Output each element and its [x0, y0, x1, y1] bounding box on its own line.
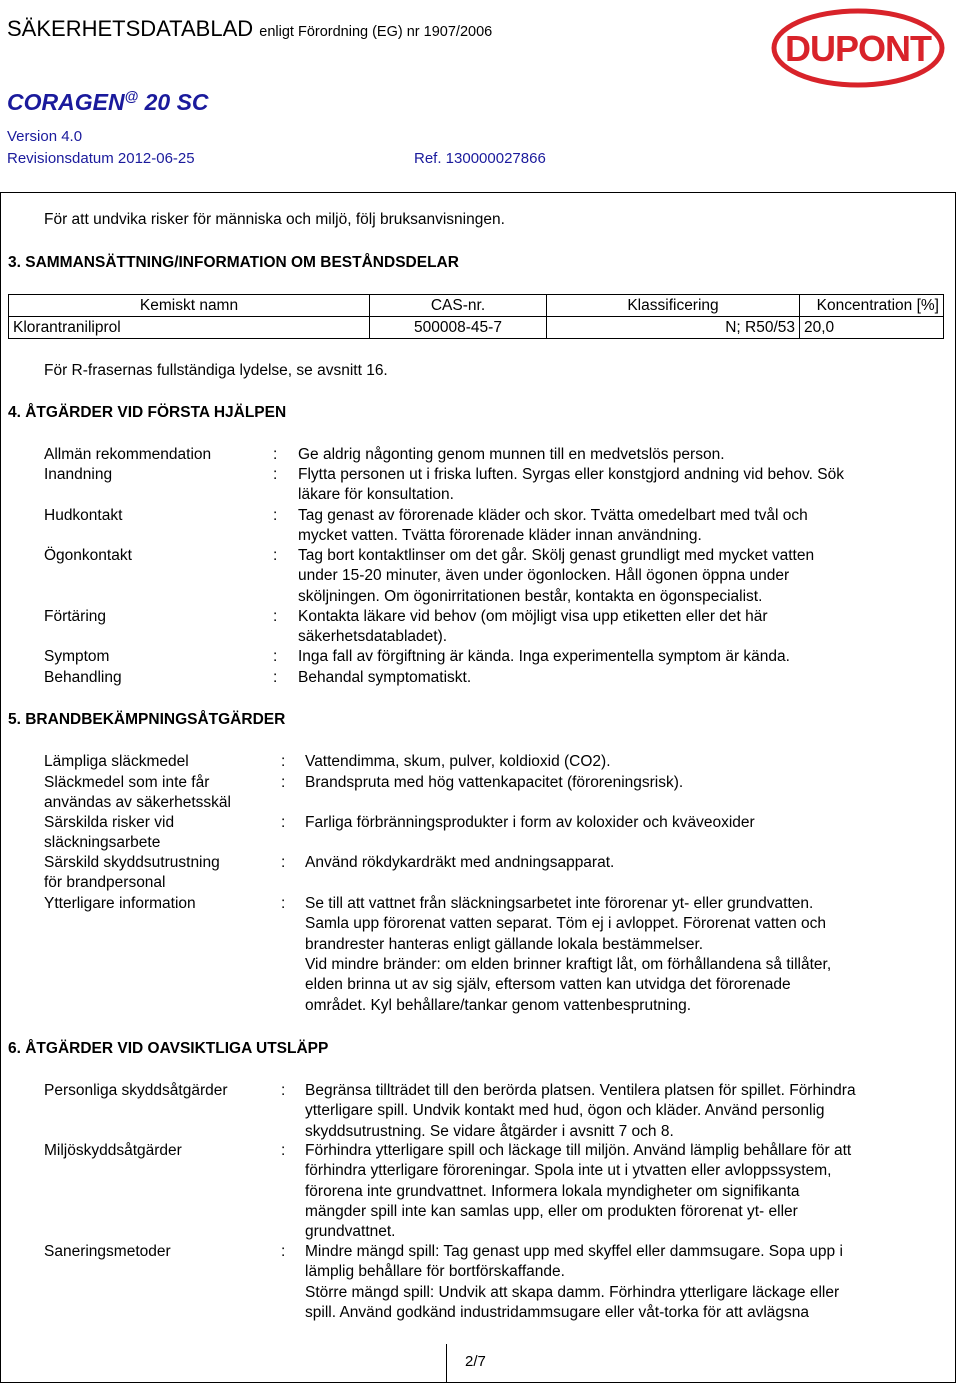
first-aid-text: säkerhetsdatabladet). [298, 628, 448, 646]
version: Version 4.0 [7, 128, 83, 145]
page-number: 2/7 [465, 1353, 486, 1370]
colon-separator: : [281, 774, 286, 791]
firefighting-label: släckningsarbete [44, 834, 161, 852]
colon-separator: : [273, 466, 278, 483]
release-label: Miljöskyddsåtgärder [44, 1142, 182, 1159]
first-aid-text: Flytta personen ut i friska luften. Syrgas eller konstgjord andning vid behov. Sök [298, 466, 844, 483]
first-aid-text: läkare för konsultation. [298, 486, 454, 504]
first-aid-text: Tag bort kontaktlinser om det går. Skölj genast grundligt med mycket vatten [298, 547, 815, 564]
title-main: SÄKERHETSDATABLAD [7, 16, 254, 41]
first-aid-label: Förtäring [44, 608, 107, 625]
first-aid-text: sköljningen. Om ögonirritationen består, kontakta en ögonspecialist. [298, 587, 763, 605]
firefighting-label: Särskilda risker vid [44, 814, 175, 831]
first-aid-label: Behandling [44, 669, 122, 686]
colon-separator: : [281, 1142, 286, 1159]
release-text: lämplig behållare för bortförskaffande. [305, 1263, 565, 1281]
firefighting-text: Brandspruta med hög vattenkapacitet (föroreningsrisk). [305, 774, 684, 791]
colon-separator: : [273, 446, 278, 463]
firefighting-text: Använd rökdykardräkt med andningsapparat. [305, 854, 615, 871]
firefighting-text: området. Kyl behållare/tankar genom vattenbesprutning. [305, 996, 692, 1014]
firefighting-label: för brandpersonal [44, 874, 166, 892]
first-aid-text: mycket vatten. Tvätta förorenade kläder innan användning. [298, 527, 702, 545]
table-row [9, 317, 944, 339]
footer-divider [446, 1344, 447, 1382]
table-header-row [9, 295, 944, 317]
table-cell: N; R50/53 [547, 317, 800, 339]
title-sub: enligt Förordning (EG) nr 1907/2006 [259, 24, 493, 40]
colon-separator: : [281, 753, 286, 770]
first-aid-text: under 15-20 minuter, även under ögonlocken. Håll ögonen öppna under [298, 567, 790, 585]
first-aid-label: Hudkontakt [44, 507, 123, 524]
first-aid-text: Behandal symptomatiskt. [298, 669, 472, 686]
column-header: CAS-nr. [370, 295, 547, 317]
release-label: Saneringsmetoder [44, 1243, 171, 1260]
firefighting-text: brandrester hanteras enligt gällande lokala bestämmelser. [305, 935, 704, 953]
release-text: förhindra ytterligare föroreningar. Spola inte ut i ytvatten eller avloppssystem, [305, 1162, 832, 1180]
colon-separator: : [273, 608, 278, 625]
column-header: Klassificering [547, 295, 800, 317]
first-aid-text: Kontakta läkare vid behov (om möjligt visa upp etiketten eller det här [298, 608, 768, 625]
section-5-heading: 5. BRANDBEKÄMPNINGSÅTGÄRDER [8, 711, 286, 728]
column-header: Koncentration [%] [800, 295, 944, 317]
section-4-heading: 4. ÅTGÄRDER VID FÖRSTA HJÄLPEN [8, 404, 287, 421]
release-text: grundvattnet. [305, 1223, 396, 1241]
first-aid-label: Allmän rekommendation [44, 446, 212, 463]
first-aid-label: Symptom [44, 648, 110, 665]
table-cell: Klorantraniliprol [9, 317, 370, 339]
release-text: ytterligare spill. Undvik kontakt med hud, ögon och kläder. Använd personlig [305, 1102, 825, 1120]
section-3-heading: 3. SAMMANSÄTTNING/INFORMATION OM BESTÅNDSDELAR [8, 254, 459, 271]
release-text: spill. Använd godkänd industridammsugare eller våt-torka för att avlägsna [305, 1303, 810, 1321]
firefighting-text: elden brinna ut av sig själv, eftersom vatten kan utvidga det förorenade [305, 976, 791, 994]
firefighting-text: Vid mindre bränder: om elden brinner kraftigt låt, om förhållandena så tillåter, [305, 955, 832, 973]
release-label: Personliga skyddsåtgärder [44, 1082, 228, 1099]
table-cell: 20,0 [800, 317, 944, 339]
firefighting-label: Släckmedel som inte får [44, 774, 210, 791]
release-text: skyddsutrustning. Se vidare åtgärder i avsnitt 7 och 8. [305, 1122, 674, 1140]
firefighting-label: Särskild skyddsutrustning [44, 854, 220, 871]
r-phrase-note: För R-frasernas fullständiga lydelse, se avsnitt 16. [44, 362, 388, 379]
colon-separator: : [281, 1243, 286, 1260]
release-text: Förhindra ytterligare spill och läckage till miljön. Använd lämplig behållare för att [305, 1142, 852, 1159]
colon-separator: : [281, 854, 286, 871]
dupont-logo [770, 8, 946, 88]
colon-separator: : [273, 547, 278, 564]
first-aid-label: Ögonkontakt [44, 547, 132, 564]
colon-separator: : [273, 669, 278, 686]
revision-date: Revisionsdatum 2012-06-25 [7, 150, 195, 167]
release-text: Begränsa tillträdet till den berörda platsen. Ventilera platsen för spillet. Förhindra [305, 1082, 856, 1099]
release-text: förorena inte grundvattnet. Informera lokala myndigheter om signifikanta [305, 1182, 800, 1200]
firefighting-text: Farliga förbränningsprodukter i form av koloxider och kväveoxider [305, 814, 755, 831]
reference-number: Ref. 130000027866 [414, 150, 546, 167]
release-text: Mindre mängd spill: Tag genast upp med skyffel eller dammsugare. Sopa upp i [305, 1243, 843, 1260]
composition-table [8, 294, 944, 339]
release-text: Större mängd spill: Undvik att skapa damm. Förhindra ytterligare läckage eller [305, 1283, 840, 1301]
table-cell: 500008-45-7 [370, 317, 547, 339]
firefighting-text: Samla upp förorenat vatten separat. Töm ej i avloppet. Förorenat vatten och [305, 915, 826, 933]
first-aid-text: Tag genast av förorenade kläder och skor. Tvätta omedelbart med tvål och [298, 507, 808, 524]
first-aid-text: Inga fall av förgiftning är kända. Inga experimentella symptom är kända. [298, 648, 790, 665]
first-aid-text: Ge aldrig någonting genom munnen till en medvetslös person. [298, 446, 725, 463]
svg-text:DUPONT: DUPONT [785, 28, 931, 69]
product-name: CORAGEN@ 20 SC [7, 88, 209, 115]
firefighting-label: Lämpliga släckmedel [44, 753, 189, 770]
firefighting-label: Ytterligare information [44, 895, 196, 912]
colon-separator: : [281, 1082, 286, 1099]
first-aid-label: Inandning [44, 466, 113, 483]
colon-separator: : [281, 814, 286, 831]
colon-separator: : [273, 648, 278, 665]
column-header: Kemiskt namn [9, 295, 370, 317]
section-6-heading: 6. ÅTGÄRDER VID OAVSIKTLIGA UTSLÄPP [8, 1040, 329, 1057]
firefighting-text: Vattendimma, skum, pulver, koldioxid (CO2). [305, 753, 611, 770]
firefighting-text: Se till att vattnet från släckningsarbetet inte förorenar yt- eller grundvatten. [305, 895, 814, 912]
colon-separator: : [281, 895, 286, 912]
firefighting-label: användas av säkerhetsskäl [44, 794, 231, 812]
document-title [7, 16, 492, 42]
colon-separator: : [273, 507, 278, 524]
release-text: mängder spill inte kan samlas upp, eller om produkten förorenat yt- eller [305, 1202, 798, 1220]
intro-line: För att undvika risker för människa och miljö, följ bruksanvisningen. [44, 211, 505, 228]
